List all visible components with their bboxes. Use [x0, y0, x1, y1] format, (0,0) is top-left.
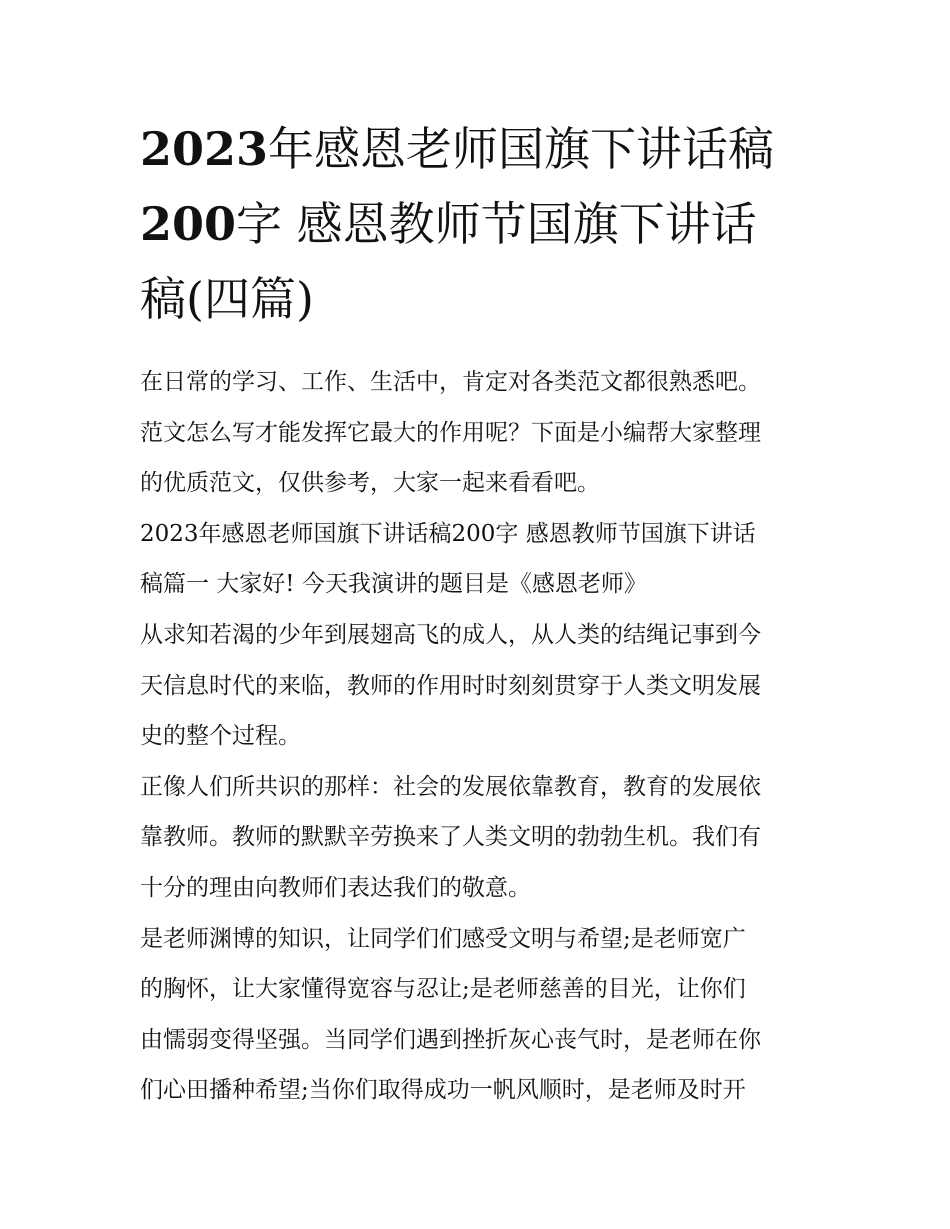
- body-line: 天信息时代的来临，教师的作用时时刻刻贯穿于人类文明发展: [140, 672, 761, 699]
- title-line-text: 年感恩老师国旗下讲话稿: [268, 122, 775, 176]
- body-line: 的胸怀，让大家懂得宽容与忍让;是老师慈善的目光，让你们: [140, 976, 746, 1003]
- body-line: 史的整个过程。: [140, 723, 301, 750]
- body-line: 正像人们所共识的那样：社会的发展依靠教育，教育的发展依: [140, 773, 761, 800]
- document-title: [140, 112, 820, 337]
- body-line: 是老师渊博的知识，让同学们们感受文明与希望;是老师宽广: [140, 925, 746, 952]
- title-line-text: 稿(四篇): [140, 272, 314, 326]
- title-line: [140, 112, 820, 187]
- body-line: 靠教师。教师的默默辛劳换来了人类文明的勃勃生机。我们有: [140, 824, 761, 851]
- body-line: 稿篇一 大家好! 今天我演讲的题目是《感恩老师》: [140, 571, 647, 598]
- body-line: 从求知若渴的少年到展翅高飞的成人，从人类的结绳记事到今: [140, 621, 761, 648]
- body-line: 由懦弱变得坚强。当同学们遇到挫折灰心丧气时，是老师在你: [140, 1026, 761, 1053]
- body-line: 的优质范文，仅供参考，大家一起来看看吧。: [140, 470, 600, 497]
- body-line: 十分的理由向教师们表达我们的敬意。: [140, 874, 531, 901]
- document-body: [140, 357, 820, 1116]
- title-line: [140, 262, 820, 337]
- body-line: 2023年感恩老师国旗下讲话稿200字 感恩教师节国旗下讲话: [140, 520, 756, 547]
- body-line: 范文怎么写才能发挥它最大的作用呢？下面是小编帮大家整理: [140, 419, 761, 446]
- body-line: 们心田播种希望;当你们取得成功一帆风顺时，是老师及时开: [140, 1077, 746, 1104]
- title-line: [140, 187, 820, 262]
- title-line-number: 200: [140, 197, 237, 251]
- title-line-text: 字 感恩教师节国旗下讲话: [236, 197, 757, 251]
- body-line: 在日常的学习、工作、生活中，肯定对各类范文都很熟悉吧。: [140, 369, 761, 395]
- title-line-number: 2023: [140, 122, 269, 176]
